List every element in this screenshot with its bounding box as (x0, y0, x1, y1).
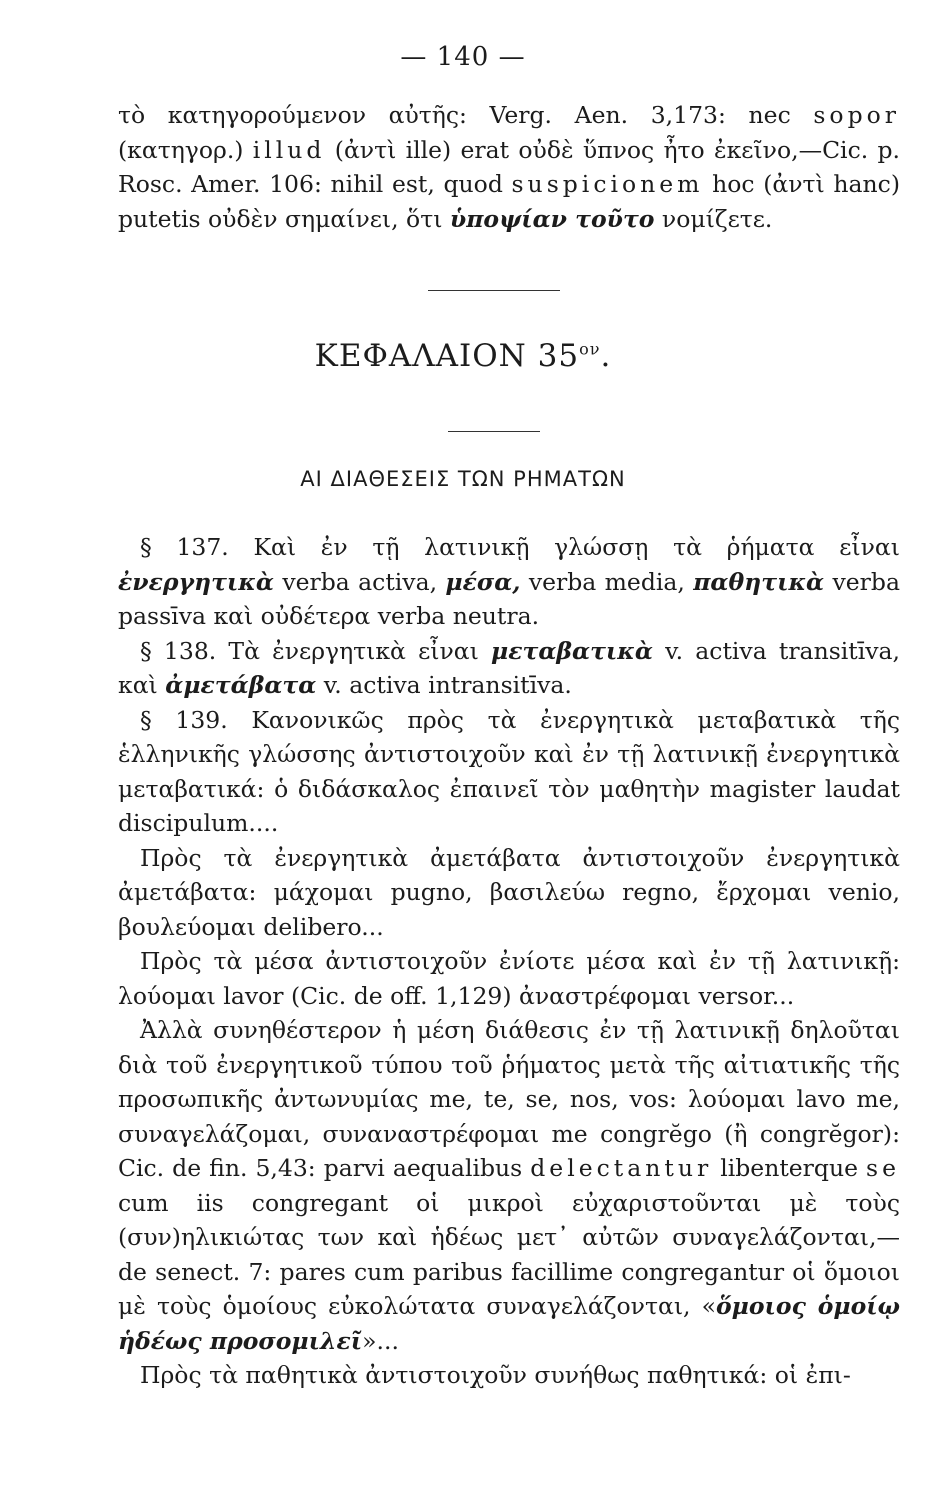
bold-italic-quote: ὅμοιος ὁμοίῳ ἡδέως προσομιλεῖ (118, 1292, 900, 1355)
bold-italic-term: ἀμετάβατα (165, 671, 317, 699)
paragraph-media: Πρὸς τὰ μέσα ἀντιστοιχοῦν ἐνίοτε μέσα καὶ ἐν τῇ λατινικῇ: λούομαι lavor (Cic. de off. 1,129) ἀναστρέφομαι versor... (118, 947, 900, 1010)
spaced-word: suspicionem (511, 170, 704, 198)
paragraph-138 (118, 634, 900, 703)
top-paragraph (118, 98, 900, 236)
bold-italic-term: ὑποψίαν τοῦτο (449, 204, 655, 233)
page-number: — 140 — (400, 42, 526, 72)
text-run: verba media, (520, 567, 694, 596)
separator-rule (428, 290, 560, 291)
paragraph-137 (118, 530, 900, 634)
bold-italic-term: ἐνεργητικὰ (118, 567, 274, 596)
spaced-word: delectantur (530, 1154, 713, 1182)
text-run: verba activa, (274, 567, 446, 596)
spaced-word: illud (252, 135, 326, 164)
text-run: § 137. Καὶ ἐν τῇ λατινικῇ γλώσσῃ τὰ ῥήματα εἶναι (140, 533, 900, 561)
bold-italic-term: μεταβατικὰ (491, 636, 653, 665)
text-run: v. activa intransitīva. (316, 671, 572, 699)
text-run: νομίζετε. (654, 204, 773, 233)
paragraph-intransitive: Πρὸς τὰ ἐνεργητικὰ ἀμετάβατα ἀντιστοιχοῦν ἐνεργητικὰ ἀμετάβατα: μάχομαι pugno, βασιλεύω regno, ἔρχομαι venio, βουλεύομαι delibero... (118, 843, 900, 941)
main-text (118, 530, 900, 1393)
paragraph-alla (118, 1013, 900, 1358)
section-subheading: ΑΙ ΔΙΑΘΕΣΕΙΣ ΤΩΝ ΡΗΜΑΤΩΝ (300, 467, 626, 491)
paragraph-139: § 139. Κανονικῶς πρὸς τὰ ἐνεργητικὰ μεταβατικὰ τῆς ἑλληνικῆς γλώσσης ἀντιστοιχοῦν καὶ ἐν τῇ λατινικῇ ἐνεργητικὰ μεταβατικά: ὁ διδάσκαλος ἐπαινεῖ τὸν μαθητὴν magister laudat discipulum.... (118, 705, 900, 837)
chapter-ordinal-suffix: ον (579, 339, 601, 359)
text-run: Ἀλλὰ συνηθέστερον ἡ μέση διάθεσις ἐν τῇ λατινικῇ δηλοῦται διὰ τοῦ ἐνεργητικοῦ τύπου τοῦ ῥήματος μετὰ τῆς αἰτιατικῆς τῆς προσωπικῆς ἀντωνυμίας me, te, se, nos, vos: λούομαι lavo me, συναγελάζομαι, συναναστρέφομαι me congrĕgo (ἢ congrĕgor): Cic. de fin. 5,43: parvi aequalibus (118, 1016, 900, 1182)
chapter-title-end: . (600, 338, 612, 374)
text-run: (κατηγορ.) (118, 135, 253, 164)
chapter-title (0, 338, 926, 374)
spaced-word: sopor (813, 101, 900, 129)
text-run: hoc (ἀντὶ hanc) putetis οὐδὲν σημαίνει, ὅτι (118, 170, 900, 233)
chapter-title-text: ΚΕΦΑΛΑΙΟΝ 35 (314, 338, 580, 374)
text-run: § 138. Τὰ ἐνεργητικὰ εἶναι (140, 636, 492, 665)
paragraph-passive: Πρὸς τὰ παθητικὰ ἀντιστοιχοῦν συνήθως παθητικά: οἱ ἐπι- (140, 1361, 851, 1389)
continued-paragraph (118, 98, 900, 236)
text-run: »... (362, 1326, 399, 1355)
text-run: verba passīva καὶ οὐδέτερα verba neutra. (118, 567, 900, 630)
text-run: v. activa transitīva, καὶ (118, 636, 900, 699)
separator-rule (448, 431, 540, 432)
bold-italic-term: παθητικὰ (693, 567, 825, 596)
text-run: τὸ κατηγορούμενον αὐτῆς: Verg. Aen. 3,173: nec (118, 101, 814, 129)
bold-italic-term: μέσα, (445, 567, 521, 596)
spaced-word: se (866, 1154, 901, 1182)
text-run: libenterque (712, 1154, 867, 1182)
text-run: (ἀντὶ ille) erat οὐδὲ ὕπνος ἦτο ἐκεῖνο,—Cic. p. Rosc. Amer. 106: nihil est, quod (118, 135, 901, 198)
text-run: cum iis congregant οἱ μικροὶ εὐχαριστοῦνται μὲ τοὺς (συν)ηλικιώτας των καὶ ἡδέως μετ᾽ αὐτῶν συναγελάζονται,— de senect. 7: pares cum paribus facillime congregantur οἱ ὅμοιοι μὲ τοὺς ὁμοίους εὐκολώτατα συναγελάζονται, « (118, 1188, 900, 1320)
